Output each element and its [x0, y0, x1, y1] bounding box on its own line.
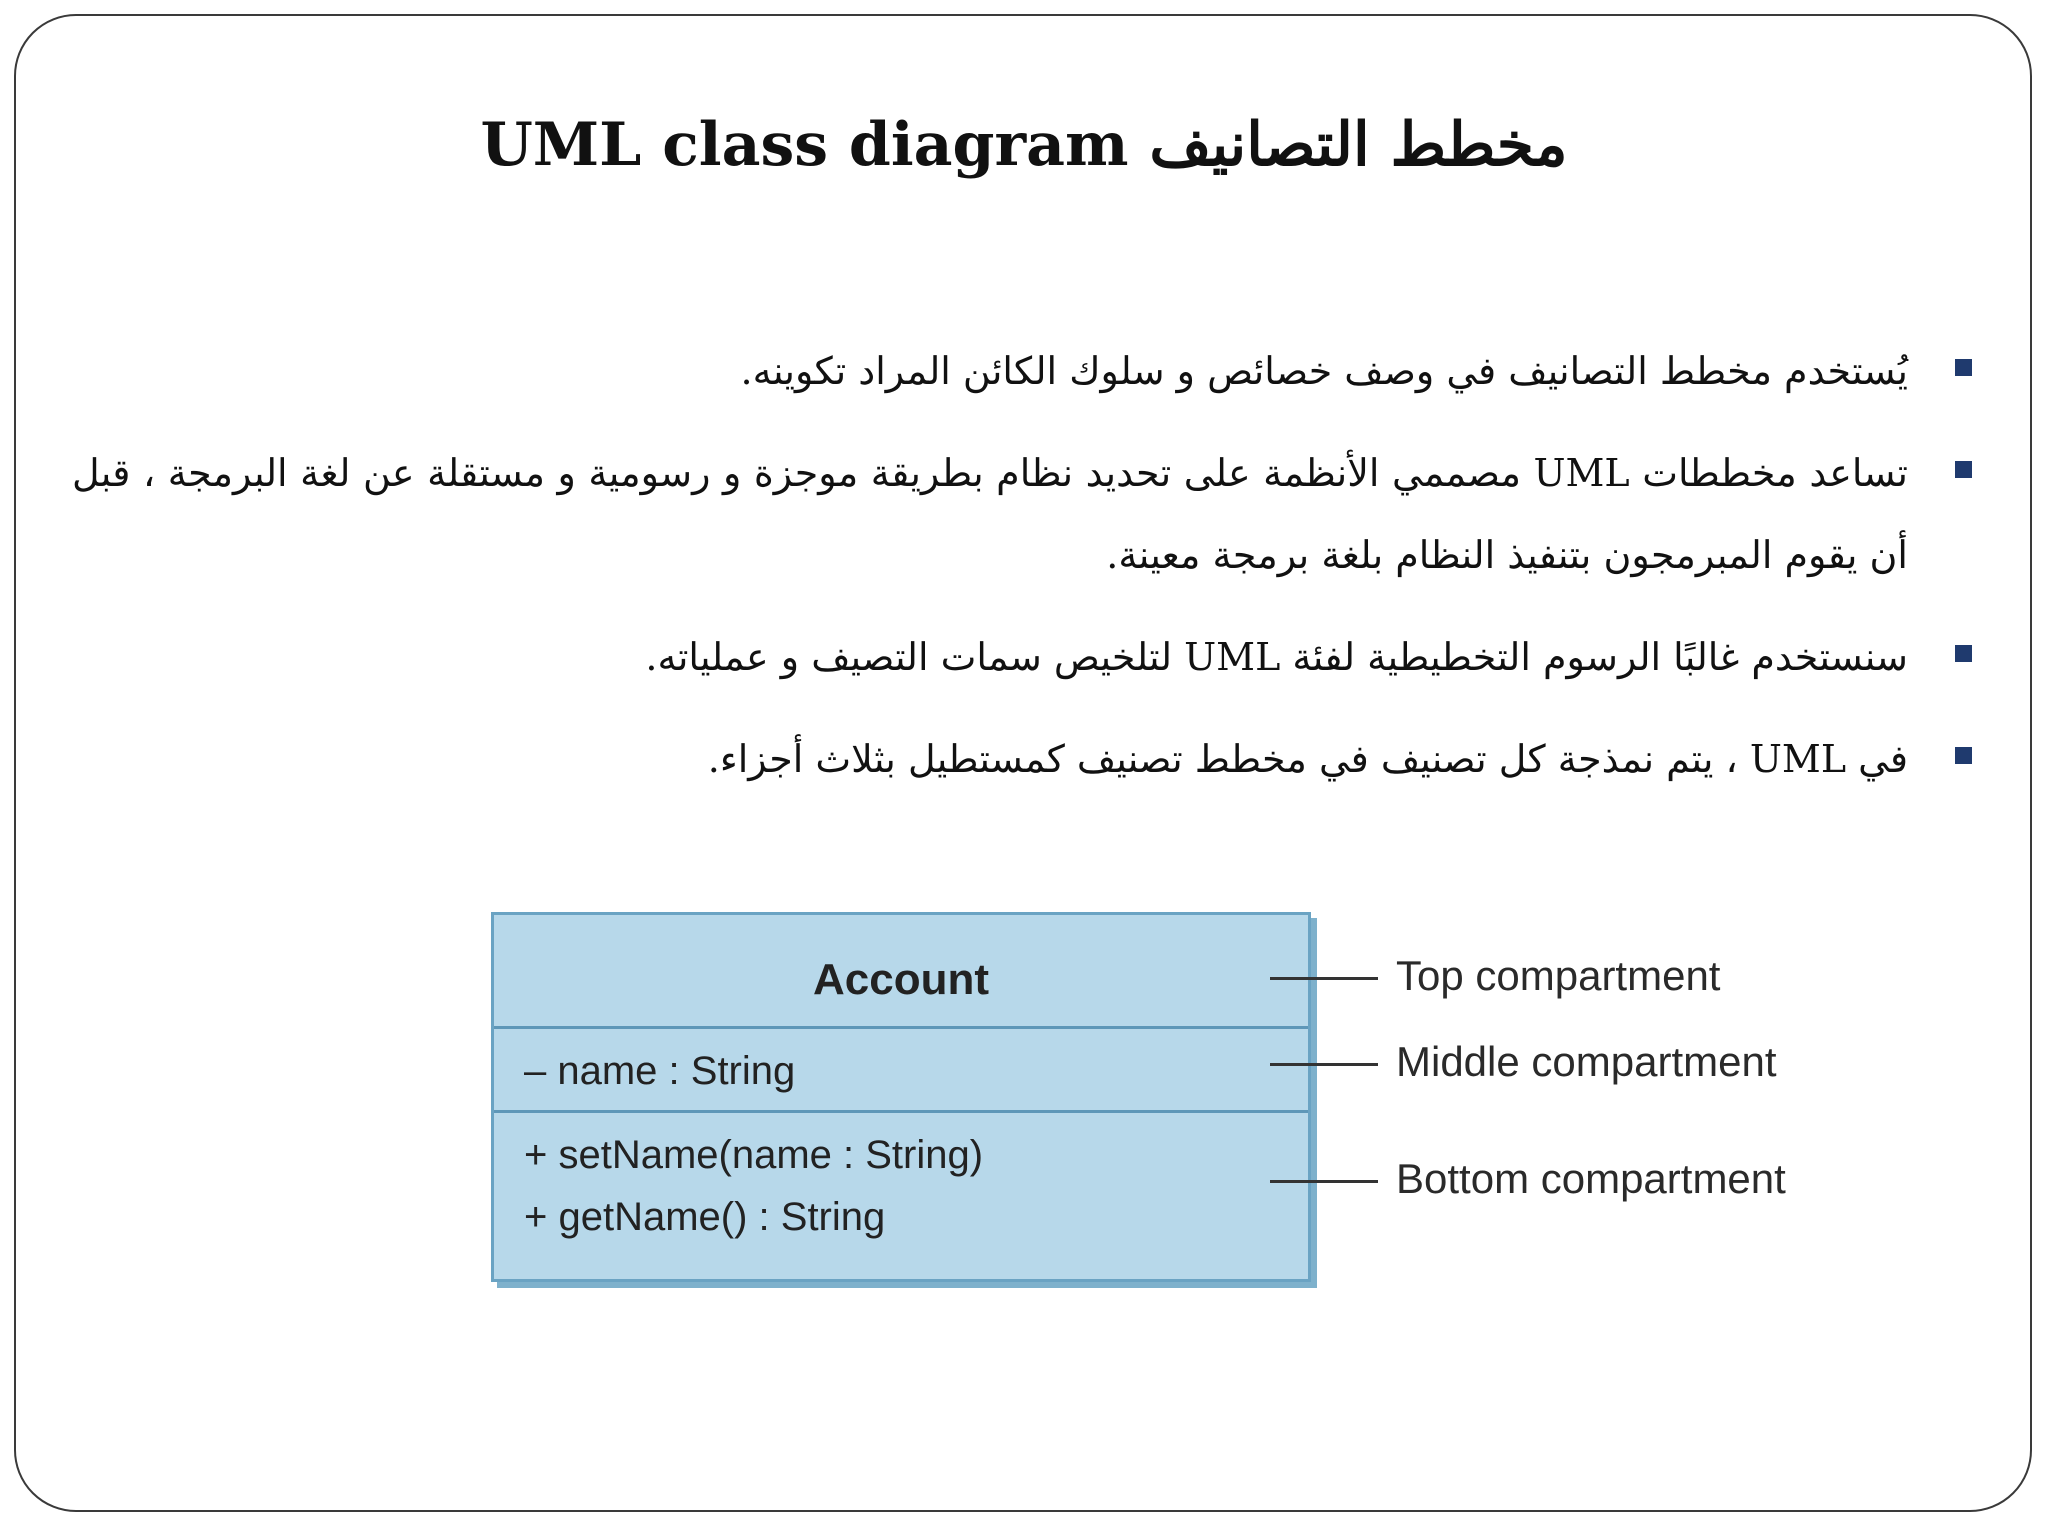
bullet-text: في UML ، يتم نمذجة كل تصنيف في مخطط تصنيف كمستطيل بثلاث أجزاء. — [707, 737, 1908, 781]
bullet-text: تساعد مخططات UML مصممي الأنظمة على تحديد نظام بطريقة موجزة و رسومية و مستقلة عن لغة البرمجة ، قبل أن يقوم المبرمجون بتنفيذ النظام بلغة برمجة معينة. — [72, 451, 1908, 577]
middle-callout-line — [1270, 1063, 1378, 1066]
uml-class-box — [491, 912, 1311, 1282]
square-bullet-icon — [1955, 747, 1972, 764]
top-compartment-label: Top compartment — [1396, 952, 1721, 999]
uml-operation: + getName() : String — [524, 1195, 886, 1239]
bottom-compartment-label: Bottom compartment — [1396, 1155, 1786, 1202]
bullet-item — [72, 432, 1972, 596]
bullet-item — [72, 616, 1972, 698]
bottom-callout-line — [1270, 1180, 1378, 1183]
square-bullet-icon — [1955, 359, 1972, 376]
bullet-text: يُستخدم مخطط التصانيف في وصف خصائص و سلوك الكائن المراد تكوينه. — [740, 349, 1908, 393]
bullet-item — [72, 718, 1972, 800]
uml-bottom-compartment — [494, 1113, 1308, 1279]
bullet-list — [72, 330, 1972, 820]
bullet-item — [72, 330, 1972, 412]
top-callout-line — [1270, 977, 1378, 980]
slide-title: UML class diagram مخطط التصانيف — [480, 110, 1568, 180]
middle-compartment-label: Middle compartment — [1396, 1038, 1777, 1085]
square-bullet-icon — [1955, 645, 1972, 662]
uml-middle-compartment — [494, 1029, 1308, 1113]
bullet-text: سنستخدم غالبًا الرسوم التخطيطية لفئة UML لتلخيص سمات التصيف و عملياته. — [645, 635, 1908, 679]
square-bullet-icon — [1955, 461, 1972, 478]
uml-class-name: Account — [813, 955, 989, 1004]
uml-top-compartment — [494, 915, 1308, 1029]
uml-operation: + setName(name : String) — [524, 1133, 984, 1177]
uml-attribute: – name : String — [524, 1049, 796, 1093]
